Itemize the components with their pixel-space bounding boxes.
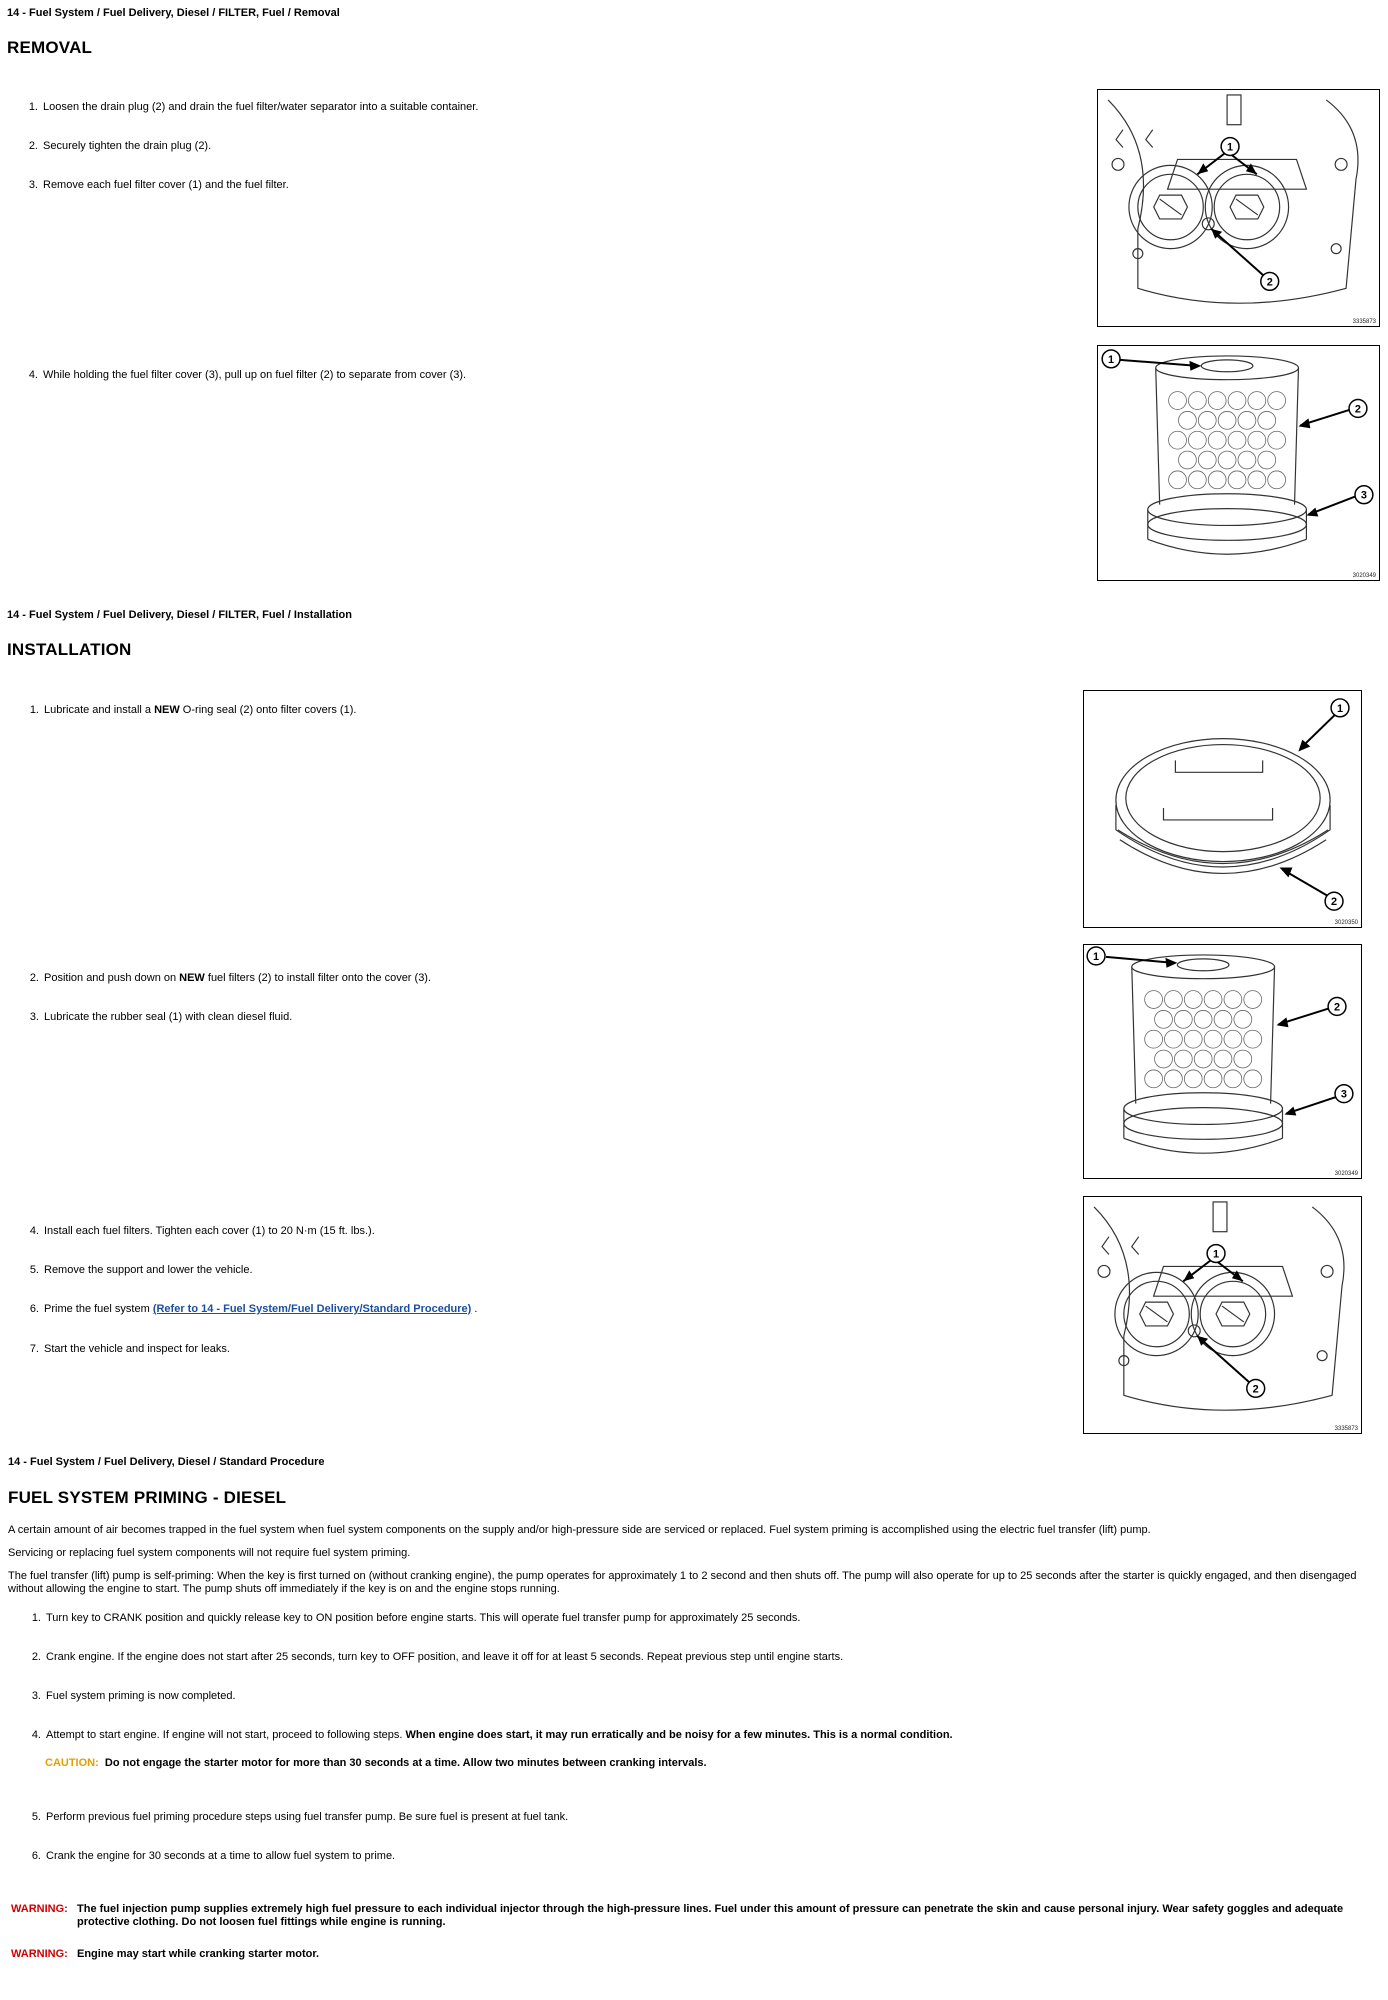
figure-id: 3335873 <box>1352 319 1376 325</box>
priming-step-1: 1. Turn key to CRANK position and quickly release key to ON position before engine starts. This will operate fuel transfer pump for approximately 25 seconds. <box>31 1612 801 1624</box>
figure-id: 3020350 <box>1334 920 1358 926</box>
callout-3: 3 <box>1340 1088 1347 1101</box>
fuel-filter-element-figure <box>1097 345 1380 581</box>
figure-id: 3020349 <box>1352 573 1376 579</box>
installation-step-6: 6. Prime the fuel system (Refer to 14 - Fuel System/Fuel Delivery/Standard Procedure) . <box>29 1303 478 1315</box>
fuel-filter-install-drawing <box>1084 945 1361 1178</box>
priming-step-6: 6. Crank the engine for 30 seconds at a time to allow fuel system to prime. <box>31 1850 396 1862</box>
fuel-filter-housing-install-drawing <box>1084 1197 1361 1433</box>
removal-step-4: 4. While holding the fuel filter cover (3), pull up on fuel filter (2) to separate from cover (3). <box>28 369 467 381</box>
caution-label: CAUTION: <box>45 1757 99 1769</box>
warning-engine-start <box>11 1948 1347 1961</box>
filter-cover-oring-drawing <box>1084 691 1361 927</box>
removal-step-3: 3. Remove each fuel filter cover (1) and the fuel filter. <box>28 179 289 191</box>
caution-note <box>45 1757 707 1770</box>
priming-step-2: 2. Crank engine. If the engine does not start after 25 seconds, turn key to OFF position, and leave it off for at least 5 seconds. Repeat previous step until engine starts. <box>31 1651 844 1663</box>
installation-step-1: 1. Lubricate and install a NEW O-ring seal (2) onto filter covers (1). <box>29 704 357 716</box>
installation-breadcrumb: 14 - Fuel System / Fuel Delivery, Diesel / FILTER, Fuel / Installation <box>7 609 352 621</box>
warning-text: Engine may start while cranking starter motor. <box>77 1948 320 1960</box>
callout-3: 3 <box>1360 489 1367 502</box>
callout-2: 2 <box>1354 403 1362 416</box>
removal-breadcrumb: 14 - Fuel System / Fuel Delivery, Diesel / FILTER, Fuel / Removal <box>7 7 340 19</box>
figure-id: 3020349 <box>1334 1171 1358 1177</box>
warning-high-pressure <box>11 1903 1347 1929</box>
removal-title: REMOVAL <box>7 38 93 57</box>
removal-step-2: 2. Securely tighten the drain plug (2). <box>28 140 212 152</box>
warning-text: The fuel injection pump supplies extremely high fuel pressure to each individual injector through the high-pressure lines. Fuel under this amount of pressure can penetrate the skin and cause personal injury. Wear safety goggles and adequate protective clothing. Do not loosen fuel fittings while engine is running. <box>77 1903 1344 1928</box>
fuel-filter-element-drawing <box>1098 346 1379 580</box>
callout-2: 2 <box>1266 276 1273 289</box>
installation-step-2: 2. Position and push down on NEW fuel filters (2) to install filter onto the cover (3). <box>29 972 432 984</box>
callout-2: 2 <box>1252 1383 1259 1396</box>
priming-step-4: 4. Attempt to start engine. If engine will not start, proceed to following steps. When engine does start, it may run erratically and be noisy for a few minutes. This is a normal condition. <box>31 1729 953 1741</box>
installation-step-7: 7. Start the vehicle and inspect for leaks. <box>29 1343 230 1355</box>
callout-1: 1 <box>1213 1248 1220 1261</box>
fuel-filter-housing-drawing <box>1098 90 1379 326</box>
figure-id: 3335873 <box>1334 1426 1358 1432</box>
priming-paragraph-2: Servicing or replacing fuel system components will not require fuel system priming. <box>8 1547 411 1559</box>
removal-step-1: 1. Loosen the drain plug (2) and drain the fuel filter/water separator into a suitable container. <box>28 101 479 113</box>
callout-2: 2 <box>1333 1001 1341 1014</box>
installation-step-5: 5. Remove the support and lower the vehicle. <box>29 1264 253 1276</box>
priming-title: FUEL SYSTEM PRIMING - DIESEL <box>8 1488 287 1507</box>
installation-title: INSTALLATION <box>7 640 132 659</box>
callout-1: 1 <box>1093 950 1100 963</box>
callout-1: 1 <box>1336 702 1344 715</box>
priming-paragraph-1: A certain amount of air becomes trapped in the fuel system when fuel system components on the supply and/or high-pressure side are serviced or replaced. Fuel system priming is accomplished using the electric fuel transfer (lift) pump. <box>8 1524 1151 1536</box>
fuel-filter-housing-install-figure <box>1083 1196 1362 1434</box>
caution-text: Do not engage the starter motor for more than 30 seconds at a time. Allow two minutes between cranking intervals. <box>104 1757 707 1769</box>
fuel-filter-housing-figure <box>1097 89 1380 327</box>
priming-step-5: 5. Perform previous fuel priming procedure steps using fuel transfer pump. Be sure fuel is present at fuel tank. <box>31 1811 569 1823</box>
fuel-delivery-procedure-link[interactable]: (Refer to 14 - Fuel System/Fuel Delivery/Standard Procedure) <box>152 1303 472 1315</box>
priming-step-3: 3. Fuel system priming is now completed. <box>31 1690 236 1702</box>
installation-step-4: 4. Install each fuel filters. Tighten each cover (1) to 20 N·m (15 ft. lbs.). <box>29 1225 375 1237</box>
callout-2: 2 <box>1331 896 1338 909</box>
callout-1: 1 <box>1108 353 1115 366</box>
warning-label: WARNING: <box>11 1903 68 1915</box>
fuel-filter-install-figure <box>1083 944 1362 1179</box>
filter-cover-oring-figure <box>1083 690 1362 928</box>
priming-paragraph-3: The fuel transfer (lift) pump is self-priming: When the key is first turned on (without cranking engine), the pump operates for approximately 1 to 2 second and then shuts off. The pump will also operate for up to 25 seconds after the starter is quickly engaged, and then disengaged without allowing the engine to start. The pump shuts off immediately if the key is on and the engine stops running. <box>8 1570 1357 1595</box>
installation-step-3: 3. Lubricate the rubber seal (1) with clean diesel fluid. <box>29 1011 293 1023</box>
warning-label: WARNING: <box>11 1948 68 1960</box>
priming-breadcrumb: 14 - Fuel System / Fuel Delivery, Diesel / Standard Procedure <box>8 1456 325 1468</box>
callout-1: 1 <box>1227 141 1234 154</box>
